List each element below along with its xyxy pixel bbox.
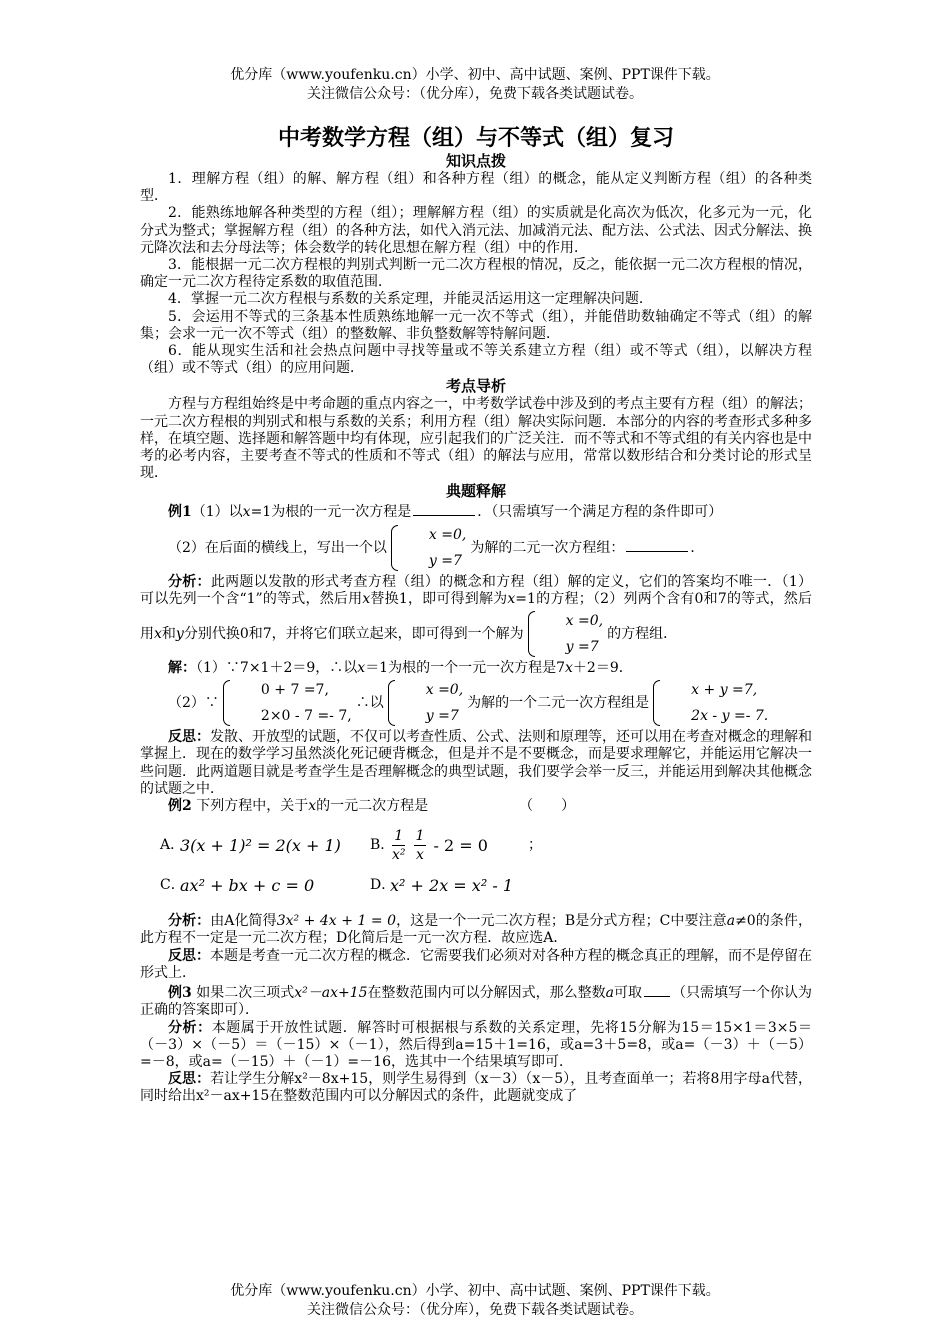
example-3-analysis: 分析：本题属于开放性试题．解答时可根据根与系数的关系定理，先将15分解为15＝15×1＝3×5＝（－3）×（－5）＝（－15）×（－1），然后得到a=15＋1=16，或a=3＋5=8，或a=（－3）＋（－5）=－8，或a=（－15）＋（－1）=－16，选其中一个结果填写即可． xyxy=(140,1019,813,1070)
example-1-question-2: （2）在后面的横线上，写出一个以 x =0, y =7 为解的二元一次方程组： ． xyxy=(140,522,812,574)
example-1-analysis: 分析：此两题以发散的形式考查方程（组）的概念和方程（组）解的定义，它们的答案均不唯一．（1）可以先列一个含“1”的等式，然后用x替换1，即可得到解为x=1的方程；（2）列两个含有0和7的等式，然后用x和y分别代换0和7，并将它们联立起来，即可得到一个解为 x =0, y =7 的方程组． xyxy=(140,574,812,660)
example-1-question-1: 例1（1）以x=1为根的一元一次方程是 ．（只需填写一个满足方程的条件即可） xyxy=(140,501,812,521)
equation-system: x =0, y =7 xyxy=(391,522,466,574)
option-a[interactable]: A． 3(x + 1)² = 2(x + 1) xyxy=(160,835,341,855)
knowledge-point-4: 4．掌握一元二次方程根与系数的关系定理，并能灵活运用这一定理解决问题． xyxy=(168,291,653,308)
knowledge-point-5: 5．会运用不等式的三条基本性质熟练地解一元一次不等式（组），并能借助数轴确定不等式（组）的解集；会求一元一次不等式（组）的整数解、非负整数解等特解问题． xyxy=(140,308,812,342)
knowledge-point-3: 3．能根据一元二次方程根的判别式判断一元二次方程根的情况，反之，能依据一元二次方程根的情况，确定一元二次方程待定系数的取值范围． xyxy=(140,257,812,291)
example-2-label: 例2 xyxy=(168,798,192,815)
header-line-1: 优分库（www.youfenku.cn）小学、初中、高中试题、案例、PPT课件下载。 xyxy=(230,67,720,83)
example-2-question: 例2 下列方程中，关于x的一元二次方程是 （ ） xyxy=(168,798,576,815)
option-b[interactable]: B． $\frac{1}{\text{x²}}$ $\frac{1}{x}$ - 2 = 0 ； xyxy=(370,827,542,863)
section-guide: 考点导析 xyxy=(445,377,506,396)
section-examples: 典题释解 xyxy=(445,482,506,501)
knowledge-point-6: 6．能从现实生活和社会热点问题中寻找等量或不等关系建立方程（组）或不等式（组），以解决方程（组）或不等式（组）的应用问题． xyxy=(140,343,812,377)
example-1-label: 例1 xyxy=(168,504,192,521)
example-3-label: 例3 xyxy=(168,985,192,1002)
option-c[interactable]: C． ax² + bx + c = 0 xyxy=(160,875,315,895)
example-1-solution-2: （2）∵ 0 + 7 =7, 2×0 - 7 =- 7, ∴以 x =0, y =7 为解的一个二元一次方程组是 x + y =7, 2x - y =- 7. xyxy=(140,677,812,729)
example-3-question: 例3 如果二次三项式x²－ax+15在整数范围内可以分解因式，那么整数a可取 （只需填写一个你认为正确的答案即可）． xyxy=(140,982,812,1019)
example-2-reflection: 反思：本题是考查一元二次方程的概念．它需要我们必须对对各种方程的概念真正的理解，而不是停留在形式上． xyxy=(140,947,812,981)
page-footer xyxy=(0,1282,950,1320)
example-2-analysis: 分析：由A化简得3x² + 4x + 1 = 0，这是一个一元二次方程；B是分式方程；C中要注意a≠0的条件，此方程不一定是一元二次方程；D化简后是一元一次方程．故应选A． xyxy=(140,913,812,947)
document-title: 中考数学方程（组）与不等式（组）复习 xyxy=(277,125,674,151)
knowledge-point-1: 1．理解方程（组）的解、解方程（组）和各种方程（组）的概念，能从定义判断方程（组）的各种类型． xyxy=(140,171,812,205)
example-2-options-row-2 xyxy=(160,865,812,905)
equation-system: 0 + 7 =7, 2×0 - 7 =- 7, xyxy=(223,677,352,729)
knowledge-point-2: 2．能熟练地解各种类型的方程（组）；理解解方程（组）的实质就是化高次为低次，化多元为一元，化分式为整式；掌握解方程（组）的各种方法，如代入消元法、加减消元法、配方法、公式法、因式分解法、换元降次法和去分母法等；体会数学的转化思想在解方程（组）中的作用． xyxy=(140,205,812,256)
option-d[interactable]: D． x² + 2x = x² - 1 xyxy=(370,875,513,895)
example-1-solution-1: 解：（1）∵7×1＋2＝9，∴以x＝1为根的一个一元一次方程是7x＋2＝9． xyxy=(168,660,633,677)
example-1-reflection: 反思：发散、开放型的试题，不仅可以考查性质、公式、法则和原理等，还可以用在考查对概念的理解和掌握上．现在的数学学习虽然淡化死记硬背概念，但是并不是不要概念，而是要求理解它，并能运用它解决一些问题．此两道题目就是考查学生是否理解概念的典型试题，我们要学会举一反三，并能运用到解决其他概念的试题之中． xyxy=(140,729,812,797)
answer-blank[interactable] xyxy=(644,982,670,997)
footer-line-2: 关注微信公众号：（优分库），免费下载各类试题试卷。 xyxy=(307,1302,643,1318)
document-body xyxy=(140,124,812,1106)
header-line-2: 关注微信公众号：（优分库），免费下载各类试题试卷。 xyxy=(307,86,643,102)
footer-line-1: 优分库（www.youfenku.cn）小学、初中、高中试题、案例、PPT课件下载。 xyxy=(230,1283,720,1299)
page-header xyxy=(0,66,950,104)
equation-system: x + y =7, 2x - y =- 7. xyxy=(653,677,768,729)
example-2-options-row-1 xyxy=(160,825,812,865)
example-3-reflection: 反思：若让学生分解x²－8x+15，则学生易得到（x－3）（x－5），且考查面单一；若将8用字母a代替，同时给出x²－ax+15在整数范围内可以分解因式的条件，此题就变成了 xyxy=(140,1071,813,1105)
guide-paragraph: 方程与方程组始终是中考命题的重点内容之一，中考数学试卷中涉及到的考点主要有方程（组）的解法；一元二次方程根的判别式和根与系数的关系；利用方程（组）解决实际问题．本部分的内容的考查形式多种多样，在填空题、选择题和解答题中均有体现，应引起我们的广泛关注．而不等式和不等式组的有关内容也是中考的必考内容，主要考查不等式的性质和不等式（组）的解法与应用，常常以数形结合和分类讨论的形式呈现． xyxy=(140,396,812,482)
equation-system: x =0, y =7 xyxy=(388,677,463,729)
equation-system: x =0, y =7 xyxy=(528,608,603,660)
answer-blank[interactable] xyxy=(626,537,688,552)
answer-blank[interactable] xyxy=(413,501,475,516)
section-knowledge: 知识点拨 xyxy=(445,152,506,170)
